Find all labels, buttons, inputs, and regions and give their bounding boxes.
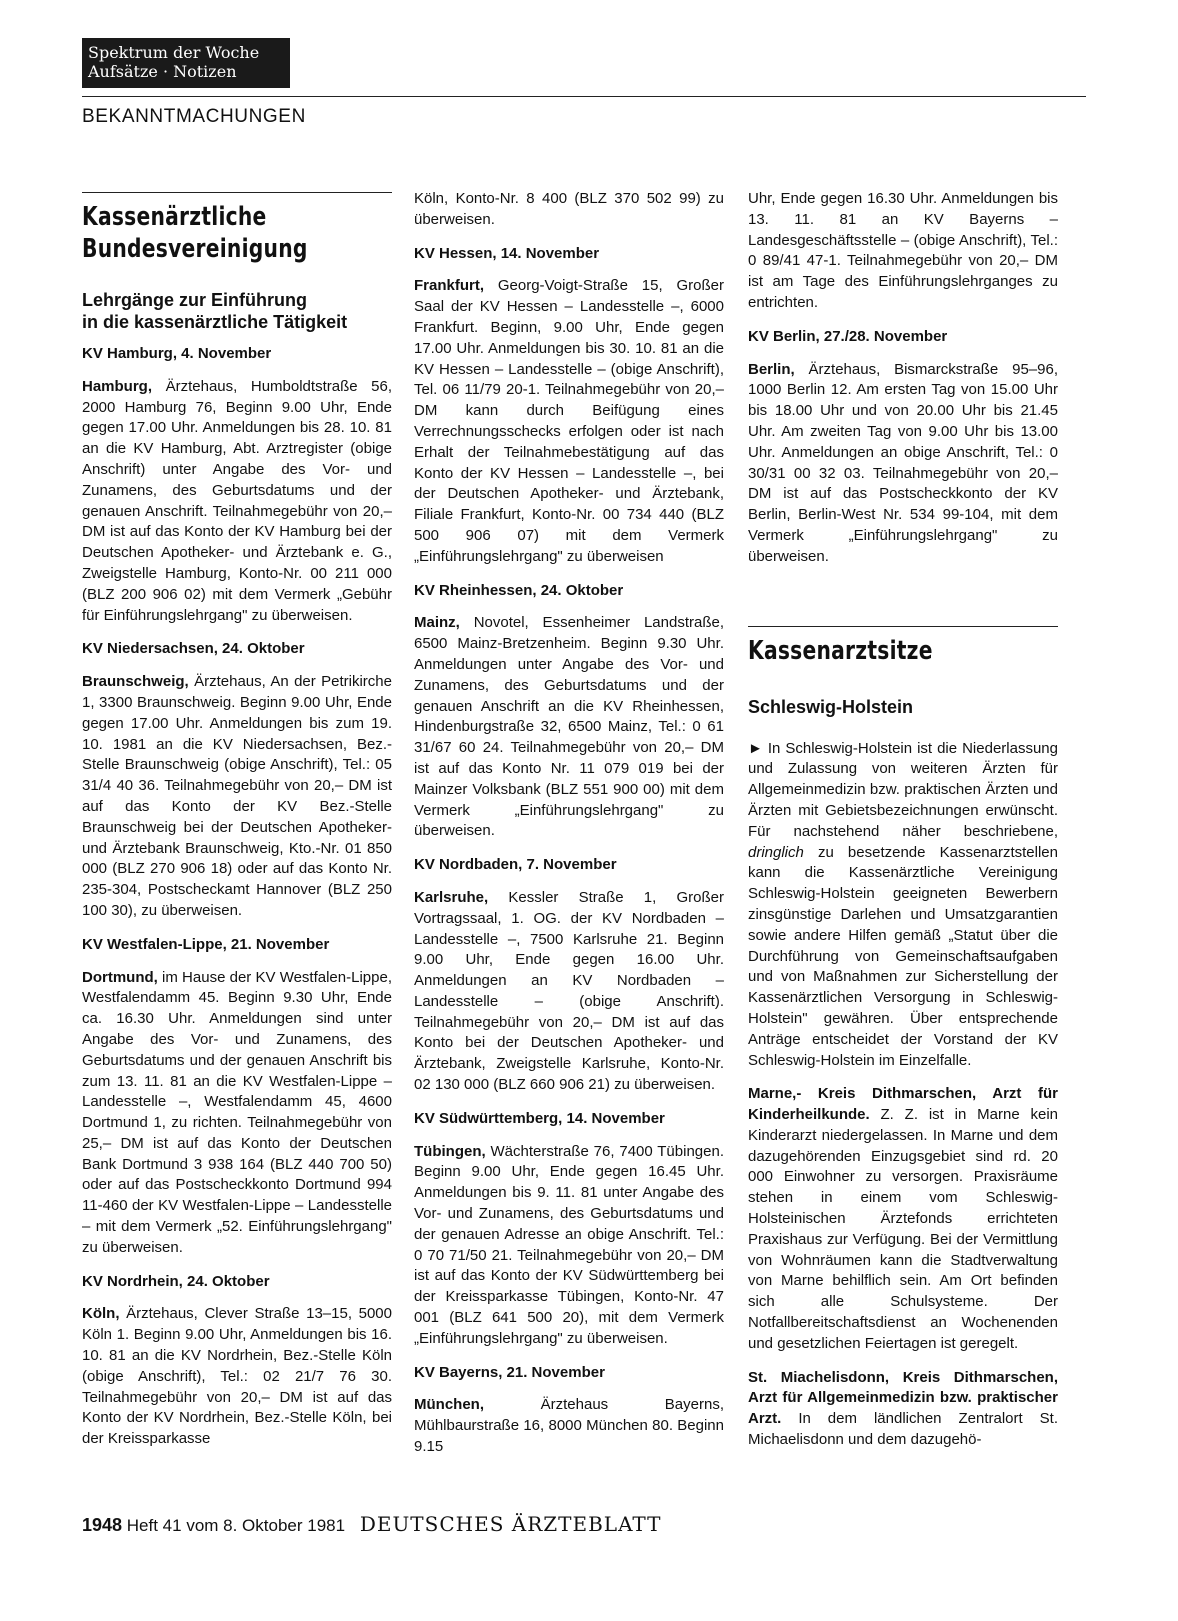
paragraph [82, 672, 392, 922]
paragraph [414, 613, 724, 842]
lead-text: Dortmund, [82, 968, 158, 986]
issue-info: Heft 41 vom 8. Oktober 1981 [126, 1516, 346, 1535]
column-3 [748, 189, 1058, 1451]
body-text: Ärztehaus, Bismarckstraße 95–96, 1000 Berlin 12. Am ersten Tag von 15.00 Uhr bis 18.00 Uhr und von 20.00 Uhr bis 21.45 Uhr. Am zweiten Tag von 9.00 Uhr bis 13.00 Uhr. Anmeldungen an obige Anschrift, Tel.: 0 30/31 00 32 03. Teilnahmegebühr von 20,– DM ist auf das Postscheckkonto der KV Berlin, Berlin-West Nr. 534 99-104, mit dem Vermerk „Einführungslehrgang" zu überweisen. [748, 360, 1058, 565]
paragraph: Uhr, Ende gegen 16.30 Uhr. Anmeldungen bis 13. 11. 81 an KV Bayerns – Landesgeschäftsstelle – (obige Anschrift), Tel.: 0 89/41 47-1. Teilnahmegebühr von 20,– DM ist am Tage des Einführungslehrganges zu entrichten. [748, 190, 1058, 311]
article-title: Kassenarztsitze [748, 635, 933, 666]
lead-text: Berlin, [748, 360, 795, 378]
body-text: In Schleswig-Holstein ist die Niederlassung und Zulassung von weiteren Ärzten für Allgemeinmedizin bzw. praktischen Ärzten und Ärzten mit Gebietsbezeichnungen erwünscht. Für nachstehend näher beschriebene, [748, 739, 1058, 840]
subtitle-line-2: in die kassenärztliche Tätigkeit [82, 312, 348, 332]
body-text: Georg-Voigt-Straße 15, Großer Saal der KV Hessen – Landesstelle –, 6000 Frankfurt. Beginn, 9.00 Uhr, Ende gegen 17.00 Uhr. Anmeldungen bis 30. 10. 81 an die KV Hessen – Landesstelle – (obige Anschrift), Tel. 06 11/79 20-1. Teilnahmegebühr von 20,– DM kann durch Beifügung eines Verrechnungsschecks erfolgen oder ist nach Erhalt der Teilnahmebestätigung auf das Konto der KV Hessen – Landesstelle –, bei der Deutschen Apotheker- und Ärztebank, Filiale Frankfurt, Konto-Nr. 00 734 440 (BLZ 500 906 07) mit dem Vermerk „Einführungslehrgang" zu überweisen [414, 277, 724, 565]
column-1 [82, 192, 392, 1450]
lead-text: Hamburg, [82, 377, 153, 395]
emphasis-text: dringlich [748, 843, 804, 861]
body-text: Ärztehaus, Humboldtstraße 56, 2000 Hamburg 76, Beginn 9.00 Uhr, Ende gegen 17.00 Uhr. Anmeldungen bis 28. 10. 81 an die KV Hamburg, Abt. Arztregister (obige Anschrift) unter Angabe des Vor- und Zunamens, des Geburtsdatums und der genauen Anschrift. Teilnahmegebühr von 20,– DM ist auf das Konto der KV Hamburg bei der Deutschen Apotheker- und Ärztebank e. G., Zweigstelle Hamburg, Konto-Nr. 00 211 000 (BLZ 200 906 02) mit dem Vermerk „Gebühr für Einführungslehrgang" zu überweisen. [82, 377, 392, 624]
column-rule [748, 626, 1058, 627]
lead-text: Köln, [82, 1305, 120, 1323]
section-heading: KV Bayerns, 21. November [414, 1363, 605, 1381]
body-text: Novotel, Essenheimer Landstraße, 6500 Mainz-Bretzenheim. Beginn 9.30 Uhr. Anmeldungen unter Angabe des Vor- und Zunamens, des Geburtsdatums und der genauen Anschrift an die KV Rheinhessen, Hindenburgstraße 32, 6500 Mainz, Tel.: 0 61 31/67 60 24. Teilnahmegebühr von 20,– DM ist auf das Konto Nr. 11 079 019 bei der Mainzer Volksbank (BLZ 551 900 00) mit dem Vermerk „Einführungslehrgang" zu überweisen. [414, 614, 724, 840]
article-title: Kassenärztliche Bundesvereinigung [82, 202, 308, 264]
section-heading: KV Rheinhessen, 24. Oktober [414, 581, 624, 599]
section-heading: KV Niedersachsen, 24. Oktober [82, 640, 305, 658]
body-text: zu besetzende Kassenarztstellen kann die Kassenärztliche Vereinigung Schleswig-Holstein geeigneten Bewerbern zinsgünstige Darlehen und Umsatzgarantien sowie andere Hilfen gemäß „Statut über die Durchführung von Gemeinschaftsaufgaben und von Maßnahmen zur Sicherstellung der Kassenärztlichen Versorgung in Schleswig-Holstein" gewähren. Über entsprechende Anträge entscheidet der Vorstand der KV Schleswig-Holstein im Einzelfalle. [748, 843, 1058, 1069]
tag-line-2: Aufsätze · Notizen [88, 62, 237, 81]
section-heading: KV Berlin, 27./28. November [748, 327, 948, 345]
lead-text: Braunschweig, [82, 673, 189, 691]
lead-text: St. Miachelisdonn, Kreis Dithmarschen, Arzt für Allgemeinmedizin bzw. praktischer Arzt. [748, 1368, 1058, 1428]
section-heading: KV Hamburg, 4. November [82, 345, 272, 362]
column-2 [414, 189, 724, 1458]
body-text: Kessler Straße 1, Großer Vortragssaal, 1. OG. der KV Nordbaden – Landesstelle –, 7500 Karlsruhe 21. Beginn 9.00 Uhr, Ende gegen 16.00 Uhr. Anmeldungen an KV Nordbaden – Landesstelle – (obige Anschrift). Teilnahmegebühr von 20,– DM ist auf das Konto bei der Deutschen Apotheker- und Ärztebank, Zweigstelle Karlsruhe, Konto-Nr. 02 130 000 (BLZ 660 906 21) zu überweisen. [414, 888, 724, 1094]
tag-line-1: Spektrum der Woche [88, 43, 260, 62]
lead-text: Karlsruhe, [414, 888, 489, 906]
section-tag [82, 38, 290, 88]
body-text: In dem ländlichen Zentralort St. Michaelisdonn und dem dazugehö- [748, 1410, 1058, 1449]
section-heading: KV Nordbaden, 7. November [414, 856, 617, 874]
body-text: Ärztehaus, An der Petrikirche 1, 3300 Braunschweig. Beginn 9.00 Uhr, Ende gegen 17.00 Uhr. Anmeldungen bis zum 19. 10. 1981 an die KV Niedersachsen, Bez.-Stelle Braunschweig (obige Anschrift), Tel.: 05 31/4 40 36. Teilnahmegebühr von 20,– DM ist auf das Konto der KV Bez.-Stelle Braunschweig bei der Deutschen Apotheker- und Ärztebank Braunschweig, Kto.-Nr. 01 850 000 (BLZ 270 906 18) oder auf das Konto Nr. 235-304, Postscheckamt Hannover (BLZ 250 100 30), zu überweisen. [82, 673, 392, 919]
header-rule [82, 96, 1086, 97]
paragraph [748, 360, 1058, 568]
section-title: BEKANNTMACHUNGEN [82, 106, 306, 127]
paragraph [748, 739, 1058, 1072]
paragraph [82, 968, 392, 1259]
lead-text: Marne,- Kreis Dithmarschen, Arzt für Kinderheilkunde. [748, 1085, 1058, 1124]
paragraph [414, 1395, 724, 1457]
subtitle-line-1: Lehrgänge zur Einführung [82, 290, 307, 310]
body-text: Ärztehaus, Clever Straße 13–15, 5000 Köln 1. Beginn 9.00 Uhr, Anmeldungen bis 16. 10. 81 an die KV Nordrhein, Bez.-Stelle Köln (obige Anschrift), Tel.: 02 21/7 76 30. Teilnahmegebühr von 20,– DM ist auf das Konto der KV Nordrhein, Bez.-Stelle Köln, bei der Kreissparkasse [82, 1305, 392, 1448]
paragraph [748, 1368, 1058, 1451]
paragraph [414, 888, 724, 1096]
paragraph [82, 377, 392, 627]
article-subtitle: Schleswig-Holstein [748, 696, 914, 717]
article-subtitle [82, 289, 392, 333]
paragraph [82, 1304, 392, 1450]
body-text: Wächterstraße 76, 7400 Tübingen. Beginn 9.00 Uhr, Ende gegen 16.45 Uhr. Anmeldungen bis 9. 11. 81 unter Angabe des Vor- und Zunamens, des Geburtsdatums und der genauen Adresse an obige Anschrift. Tel.: 0 70 71/50 21. Teilnahmegebühr von 20,– DM ist auf das Konto der KV Südwürttemberg bei der Kreissparkasse Tübingen, Konto-Nr. 47 001 (BLZ 641 500 20), mit dem Vermerk „Einführungslehrgang" zu überweisen. [414, 1142, 724, 1347]
lead-text: München, [414, 1396, 484, 1414]
page-footer [82, 1512, 661, 1536]
paragraph [414, 276, 724, 567]
body-text: im Hause der KV Westfalen-Lippe, Westfalendamm 45. Beginn 9.30 Uhr, Ende ca. 16.30 Uhr. Anmeldungen sind unter Angabe des Vor- und Zunamens, des Geburtsdatums und der genauen Anschrift bis zum 13. 11. 81 an die KV Westfalen-Lippe – Landesstelle –, Westfalendamm 45, 4600 Dortmund 1, zu richten. Teilnahmegebühr von 25,– DM ist auf das Konto der Deutschen Bank Dortmund 3 938 164 (BLZ 440 700 50) oder auf das Postscheckkonto Dortmund 994 11-460 der KV Westfalen-Lippe – Landesstelle – mit dem Vermerk „52. Einführungslehrgang" zu überweisen. [82, 968, 392, 1256]
column-rule [82, 192, 392, 193]
paragraph [748, 1084, 1058, 1354]
arrow-icon: ► [748, 739, 763, 757]
lead-text: Frankfurt, [414, 277, 485, 295]
section-heading: KV Hessen, 14. November [414, 244, 600, 262]
body-text: Ärztehaus Bayerns, Mühlbaurstraße 16, 8000 München 80. Beginn 9.15 [414, 1396, 724, 1456]
body-text: Z. Z. ist in Marne kein Kinderarzt niedergelassen. In Marne und dem dazugehörenden Einzugsgebiet sind rd. 20 000 Einwohner zu versorgen. Praxisräume stehen in einem vom Schleswig-Holsteinischen Ärztefonds errichteten Praxishaus zur Verfügung. Bei der Vermittlung von Wohnräumen kann die Stadtverwaltung von Marne behilflich sein. Am Ort befinden sich alle Schulsysteme. Der Notfallbereitschaftsdienst an Wochenenden und gesetzlichen Feiertagen ist geregelt. [748, 1106, 1058, 1352]
section-heading: KV Westfalen-Lippe, 21. November [82, 935, 330, 953]
lead-text: Tübingen, [414, 1142, 486, 1160]
section-heading: KV Nordrhein, 24. Oktober [82, 1272, 270, 1290]
lead-text: Mainz, [414, 614, 460, 632]
magazine-name: DEUTSCHES ÄRZTEBLATT [359, 1512, 662, 1536]
paragraph [414, 1142, 724, 1350]
paragraph: Köln, Konto-Nr. 8 400 (BLZ 370 502 99) zu überweisen. [414, 190, 724, 228]
section-heading: KV Südwürttemberg, 14. November [414, 1109, 665, 1127]
page-number: 1948 [82, 1515, 123, 1535]
